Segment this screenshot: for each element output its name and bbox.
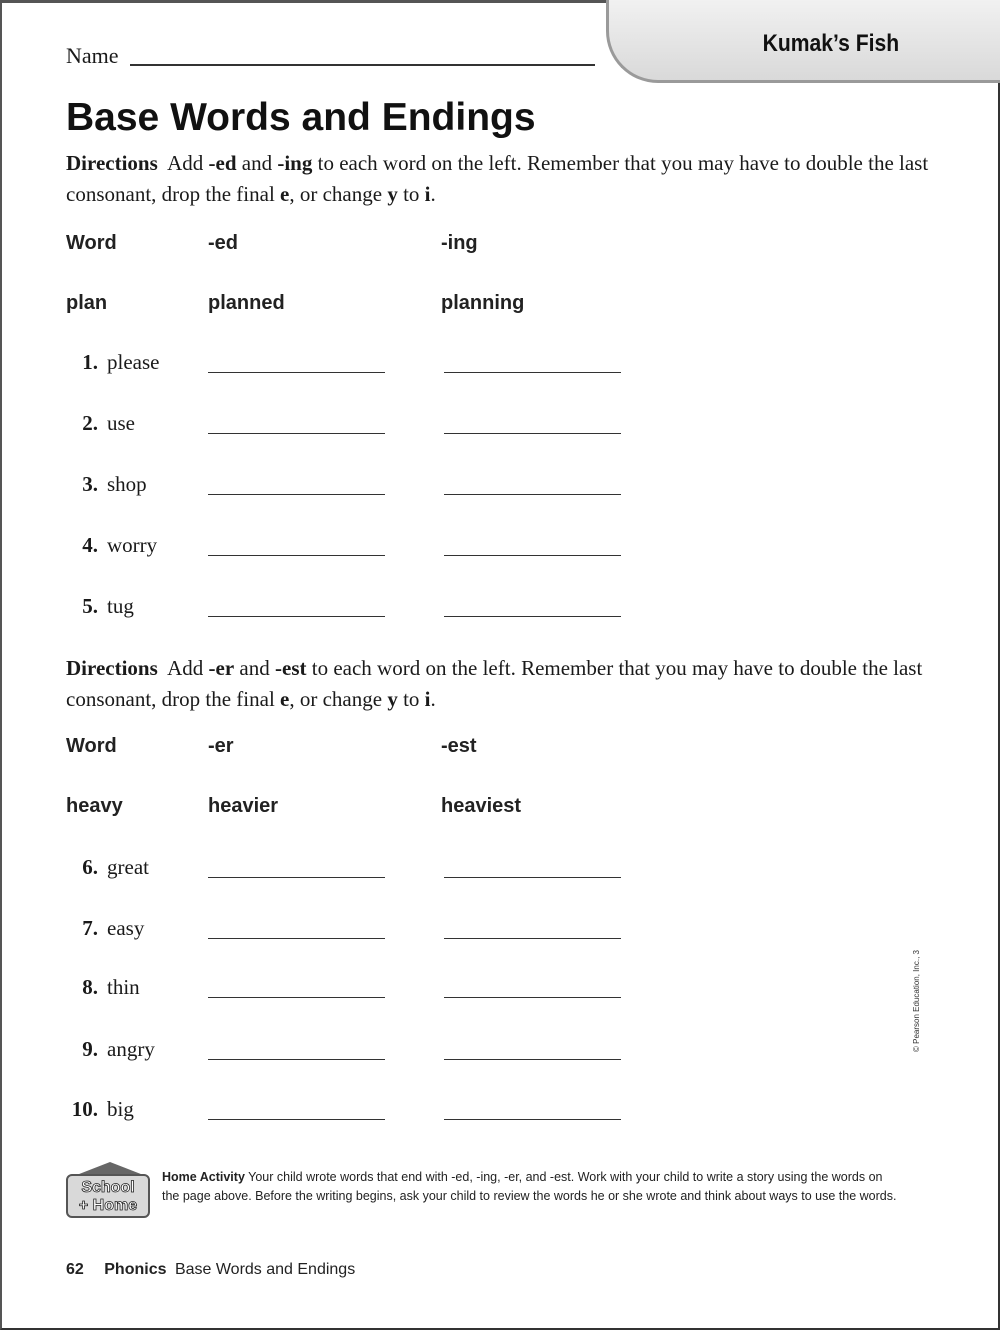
answer-blank-er[interactable] <box>208 938 385 939</box>
answer-blank-er[interactable] <box>208 997 385 998</box>
home-activity-text: Your child wrote words that end with -ed, -ing, -er, and -est. Work with your child to write a story using the words on the page above. Before the writing begins, ask your child to review the words he or she wrote and think about ways to use the words. <box>162 1170 897 1203</box>
answer-blank-est[interactable] <box>444 877 621 878</box>
page-number: 62 <box>66 1261 84 1278</box>
answer-blank-ing[interactable] <box>444 555 621 556</box>
school-home-badge: School + Home <box>66 1174 150 1218</box>
item-number: 10. <box>71 1097 98 1121</box>
item-word: big <box>107 1097 134 1121</box>
item-word: shop <box>107 472 147 496</box>
exercise-item <box>66 411 646 441</box>
exercise-item <box>66 916 646 946</box>
story-tab <box>606 0 1000 83</box>
directions-2: Directions Add -er and -est to each word on the left. Remember that you may have to double the last consonant, drop the final e, or change y to i. <box>66 656 923 711</box>
exercise-item <box>66 1097 646 1127</box>
item-word: thin <box>107 975 140 999</box>
example-word: plan <box>66 292 108 314</box>
item-number: 6. <box>82 855 98 879</box>
answer-blank-ing[interactable] <box>444 372 621 373</box>
exercise-item <box>66 472 646 502</box>
answer-blank-est[interactable] <box>444 1119 621 1120</box>
column-header-est: -est <box>441 735 477 757</box>
exercise-item <box>66 855 646 885</box>
directions-1: Directions Add -ed and -ing to each word on the left. Remember that you may have to double the last consonant, drop the final e, or change y to i. <box>66 151 929 206</box>
example-ed: planned <box>208 292 285 314</box>
exercise-item <box>66 975 646 1005</box>
home-activity-note <box>162 1168 902 1206</box>
home-activity-label: Home Activity <box>162 1170 245 1184</box>
item-number: 4. <box>82 533 98 557</box>
answer-blank-est[interactable] <box>444 1059 621 1060</box>
column-header-word: Word <box>66 735 117 757</box>
name-label: Name <box>66 43 119 68</box>
exercise-item <box>66 1037 646 1067</box>
school-home-logo <box>66 1160 154 1230</box>
answer-blank-er[interactable] <box>208 1119 385 1120</box>
answer-blank-est[interactable] <box>444 938 621 939</box>
exercise-item <box>66 594 646 624</box>
answer-blank-ed[interactable] <box>208 372 385 373</box>
item-word: great <box>107 855 149 879</box>
item-number: 3. <box>82 472 98 496</box>
item-word: use <box>107 411 135 435</box>
answer-blank-ing[interactable] <box>444 433 621 434</box>
answer-blank-ed[interactable] <box>208 433 385 434</box>
example-ing: planning <box>441 292 525 314</box>
example-word: heavy <box>66 795 123 817</box>
copyright-notice: © Pearson Education, Inc., 3 <box>912 950 921 1052</box>
example-est: heaviest <box>441 795 522 817</box>
item-number: 5. <box>82 594 98 618</box>
item-number: 9. <box>82 1037 98 1061</box>
column-header-ing: -ing <box>441 232 478 254</box>
name-row <box>66 42 596 72</box>
column-header-word: Word <box>66 232 117 254</box>
item-number: 7. <box>82 916 98 940</box>
answer-blank-ing[interactable] <box>444 494 621 495</box>
footer-topic: Base Words and Endings <box>174 1261 356 1278</box>
answer-blank-ed[interactable] <box>208 494 385 495</box>
column-header-er: -er <box>208 735 234 757</box>
item-word: angry <box>107 1037 155 1061</box>
column-header-ed: -ed <box>208 232 238 254</box>
item-number: 1. <box>82 350 98 374</box>
page-title: Base Words and Endings <box>66 96 536 139</box>
item-number: 2. <box>82 411 98 435</box>
item-word: please <box>107 350 160 374</box>
item-number: 8. <box>82 975 98 999</box>
answer-blank-ed[interactable] <box>208 555 385 556</box>
name-input-line[interactable] <box>130 64 595 66</box>
example-er: heavier <box>208 795 279 817</box>
answer-blank-ed[interactable] <box>208 616 385 617</box>
answer-blank-est[interactable] <box>444 997 621 998</box>
item-word: worry <box>107 533 158 557</box>
item-word: tug <box>107 594 134 618</box>
footer-section: Phonics <box>104 1261 167 1278</box>
exercise-item <box>66 350 646 380</box>
answer-blank-ing[interactable] <box>444 616 621 617</box>
answer-blank-er[interactable] <box>208 1059 385 1060</box>
story-title: Kumak’s Fish <box>762 30 899 57</box>
item-word: easy <box>107 916 145 940</box>
page-footer <box>66 1261 355 1279</box>
answer-blank-er[interactable] <box>208 877 385 878</box>
exercise-item <box>66 533 646 563</box>
